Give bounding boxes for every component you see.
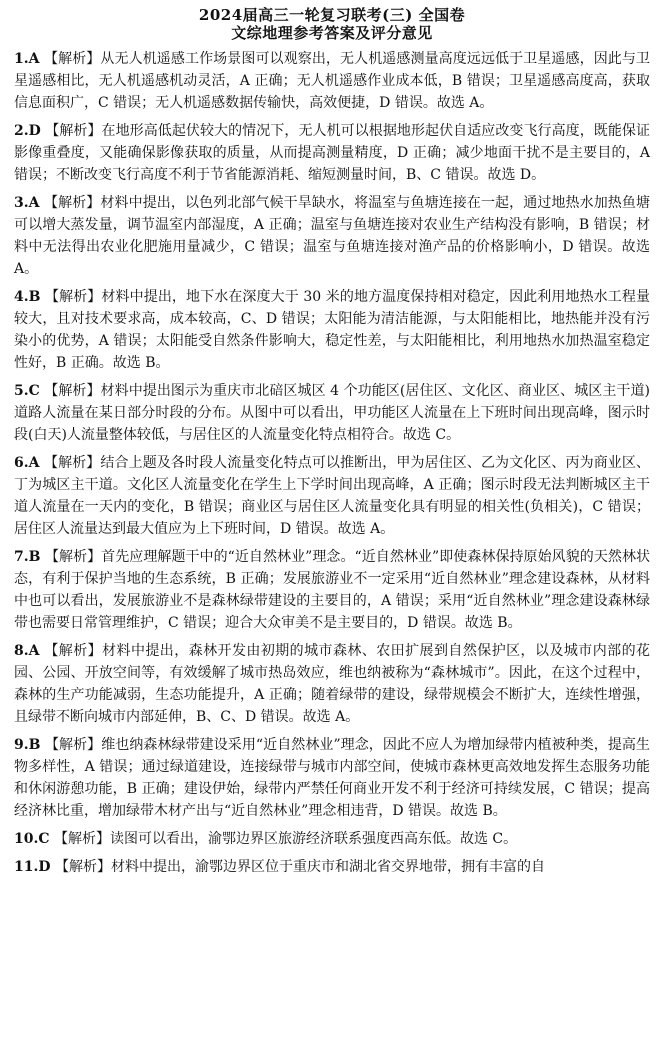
answer-number: 11.D xyxy=(14,859,51,875)
answer-number: 9.B xyxy=(14,737,41,753)
answer-explanation: 【解析】在地形高低起伏较大的情况下，无人机可以根据地形起伏自适应改变飞行高度，既能保证影像重叠度，又能确保影像获取的质量，从而提高测量精度，D 正确；减少地面干扰不是主要目的，A 错误；不断改变飞行高度不利于节省能源消耗、缩短测量时间，B、C 错误。故选 D。 xyxy=(14,123,650,183)
answer-number: 7.B xyxy=(14,549,41,565)
answer-item xyxy=(14,452,650,540)
answer-item xyxy=(14,856,650,878)
answer-number: 8.A xyxy=(14,643,40,659)
document-title: 2024届高三一轮复习联考(三) 全国卷 xyxy=(198,6,466,24)
answer-number: 4.B xyxy=(14,289,41,305)
answer-item xyxy=(14,286,650,374)
answer-item xyxy=(14,48,650,114)
answer-item xyxy=(14,828,650,850)
answer-explanation: 【解析】维也纳森林绿带建设采用“近自然林业”理念，因此不应人为增加绿带内植被种类，提高生物多样性，A 错误；通过绿道建设，连接绿带与城市内部空间，使城市森林更高效地发挥生态服务功能和休闲游憩功能，B 正确；建设伊始，绿带内严禁任何商业开发不利于经济可持续发展，C 错误；提高经济林比重，增加绿带木材产出与“近自然林业”理念相违背，D 错误。故选 B。 xyxy=(14,737,650,819)
answer-explanation: 【解析】材料中提出图示为重庆市北碚区城区 4 个功能区(居住区、文化区、商业区、城区主干道)道路人流量在某日部分时段的分布。从图中可以看出，甲功能区人流量在上下班时间出现高峰，图示时段(白天)人流量整体较低，与居住区的人流量变化特点相符合。故选 C。 xyxy=(14,383,650,443)
answer-item xyxy=(14,120,650,186)
answer-number: 2.D xyxy=(14,123,41,139)
answer-number: 5.C xyxy=(14,383,40,399)
answer-item xyxy=(14,546,650,634)
answer-explanation: 【解析】材料中提出，以色列北部气候干旱缺水，将温室与鱼塘连接在一起，通过地热水加热鱼塘可以增大蒸发量，调节温室内部湿度，A 正确；温室与鱼塘连接对农业生产结构没有影响，B 错误；材料中无法得出农业化肥施用量减少，C 错误；温室与鱼塘连接对渔产品的价格影响小，D 错误。故选 A。 xyxy=(14,195,650,277)
answer-explanation: 【解析】材料中提出，森林开发由初期的城市森林、农田扩展到自然保护区，以及城市内部的花园、公园、开放空间等，有效缓解了城市热岛效应，维也纳被称为“森林城市”。因此，在这个过程中，森林的生产功能减弱，生态功能提升，A 正确；随着绿带的建设，绿带规模会不断扩大，连续性增强，且绿带不断向城市内部延伸，B、C、D 错误。故选 A。 xyxy=(14,643,650,725)
answer-explanation: 【解析】材料中提出，渝鄂边界区位于重庆市和湖北省交界地带，拥有丰富的自 xyxy=(50,859,545,875)
answer-explanation: 【解析】结合上题及各时段人流量变化特点可以推断出，甲为居住区、乙为文化区、丙为商业区、丁为城区主干道。文化区人流量变化在学生上下学时间出现高峰，A 正确；图示时段无法判断城区主干道人流量在一天内的变化，B 错误；商业区与居住区人流量变化具有明显的相关性(负相关)，C 错误；居住区人流量达到最大值应为上下班时间，D 错误。故选 A。 xyxy=(14,455,650,537)
answer-explanation: 【解析】读图可以看出，渝鄂边界区旅游经济联系强度西高东低。故选 C。 xyxy=(49,831,518,847)
answer-explanation: 【解析】材料中提出，地下水在深度大于 30 米的地方温度保持相对稳定，因此利用地热水工程量较大，且对技术要求高，成本较高，C、D 错误；太阳能为清洁能源，与太阳能相比，地热能并没有污染小的优势，A 错误；太阳能受自然条件影响大，稳定性差，与太阳能相比，利用地热水加热温室稳定性好，B 正确。故选 B。 xyxy=(14,289,650,371)
answer-explanation: 【解析】首先应理解题干中的“近自然林业”理念。“近自然林业”即使森林保持原始风貌的天然林状态，有利于保护当地的生态系统，B 正确；发展旅游业不一定采用“近自然林业”理念建设森林，从材料中也可以看出，发展旅游业不是森林绿带建设的主要目的，A 错误；采用“近自然林业”理念建设森林绿带也需要日常管理维护，C 错误；迎合大众审美不是主要目的，D 错误。故选 B。 xyxy=(14,549,650,631)
answer-number: 6.A xyxy=(14,455,40,471)
answer-item xyxy=(14,734,650,822)
answer-number: 3.A xyxy=(14,195,40,211)
answer-number: 1.A xyxy=(14,51,40,67)
answer-list xyxy=(14,48,650,878)
answer-item xyxy=(14,380,650,446)
answer-number: 10.C xyxy=(14,831,50,847)
document-subtitle: 文综地理参考答案及评分意见 xyxy=(231,24,433,42)
answer-item xyxy=(14,192,650,280)
answer-explanation: 【解析】从无人机遥感工作场景图可以观察出，无人机遥感测量高度远远低于卫星遥感，因此与卫星遥感相比，无人机遥感机动灵活，A 正确；无人机遥感作业成本低，B 错误；卫星遥感高度高，获取信息面积广，C 错误；无人机遥感数据传输快，高效便捷，D 错误。故选 A。 xyxy=(14,51,650,111)
answer-item xyxy=(14,640,650,728)
